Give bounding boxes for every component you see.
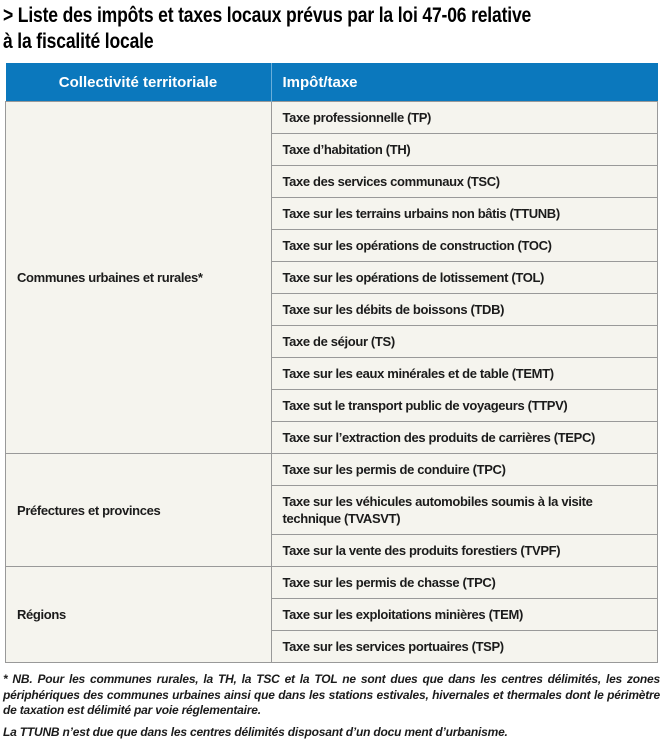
tax-cell: Taxe d’habitation (TH) bbox=[271, 134, 658, 166]
page-title-line-1: > Liste des impôts et taxes locaux prévus par la loi 47-06 relative bbox=[3, 3, 532, 27]
column-header-collectivite: Collectivité territoriale bbox=[6, 63, 272, 102]
tax-cell: Taxe sur l’extraction des produits de carrières (TEPC) bbox=[271, 422, 658, 454]
tax-cell: Taxe professionnelle (TP) bbox=[271, 102, 658, 134]
page-title bbox=[3, 2, 663, 54]
table-row bbox=[6, 454, 658, 486]
footnote bbox=[3, 672, 660, 740]
tax-cell: Taxe sur les permis de conduire (TPC) bbox=[271, 454, 658, 486]
tax-cell: Taxe sur les débits de boissons (TDB) bbox=[271, 294, 658, 326]
page-title-line-2: à la fiscalité locale bbox=[3, 29, 154, 53]
tax-cell: Taxe sur les eaux minérales et de table (TEMT) bbox=[271, 358, 658, 390]
footnote-paragraph-1: * NB. Pour les communes rurales, la TH, la TSC et la TOL ne sont dues que dans les centres délimités, les zones périphériques des communes urbaines ainsi que dans les stations estivales, hivernales et thermales dont le périmètre de taxation est délimité par voie réglementaire. bbox=[3, 672, 660, 717]
tax-cell: Taxe sur les services portuaires (TSP) bbox=[271, 631, 658, 663]
tax-cell: Taxe sur les véhicules automobiles soumis à la visite technique (TVASVT) bbox=[271, 486, 658, 535]
tax-cell: Taxe sur les terrains urbains non bâtis (TTUNB) bbox=[271, 198, 658, 230]
tax-cell: Taxe sur la vente des produits forestiers (TVPF) bbox=[271, 535, 658, 567]
tax-table bbox=[5, 63, 658, 663]
tax-table-body bbox=[6, 102, 658, 663]
group-label-communes: Communes urbaines et rurales* bbox=[6, 102, 272, 454]
tax-cell: Taxe sur les exploitations minières (TEM) bbox=[271, 599, 658, 631]
tax-cell: Taxe des services communaux (TSC) bbox=[271, 166, 658, 198]
tax-cell: Taxe sur les permis de chasse (TPC) bbox=[271, 567, 658, 599]
group-label-prefectures: Préfectures et provinces bbox=[6, 454, 272, 567]
tax-cell: Taxe sut le transport public de voyageurs (TTPV) bbox=[271, 390, 658, 422]
tax-cell: Taxe sur les opérations de lotissement (TOL) bbox=[271, 262, 658, 294]
tax-cell: Taxe de séjour (TS) bbox=[271, 326, 658, 358]
table-row bbox=[6, 567, 658, 599]
header-row bbox=[6, 63, 658, 102]
tax-cell: Taxe sur les opérations de construction (TOC) bbox=[271, 230, 658, 262]
column-header-impot-taxe: Impôt/taxe bbox=[271, 63, 658, 102]
table-row bbox=[6, 102, 658, 134]
tax-table-header bbox=[6, 63, 658, 102]
footnote-paragraph-2: La TTUNB n’est due que dans les centres délimités disposant d’un docu ment d’urbanisme. bbox=[3, 724, 508, 739]
group-label-regions: Régions bbox=[6, 567, 272, 663]
